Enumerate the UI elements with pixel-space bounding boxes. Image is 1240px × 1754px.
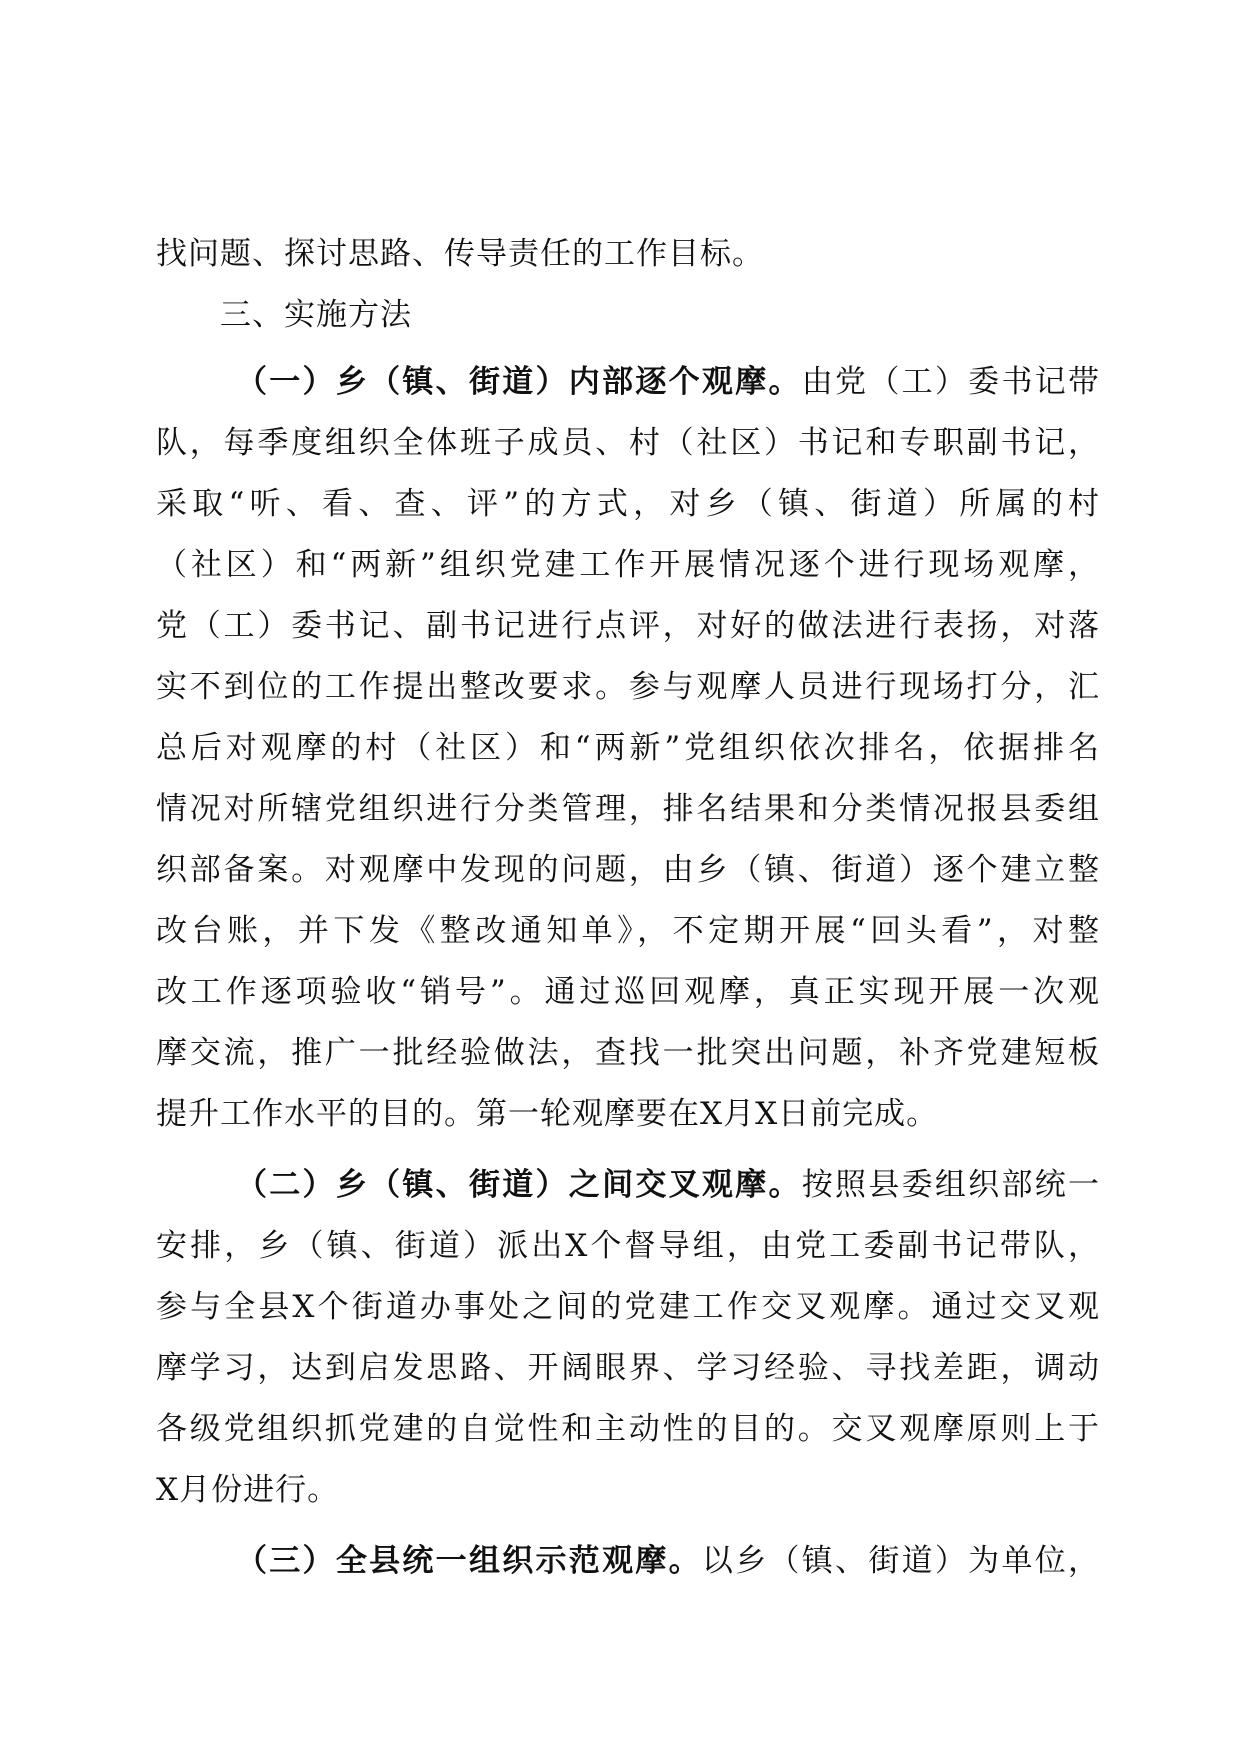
line-text: 找问题、探讨思路、传导责任的工作目标。 xyxy=(156,236,764,272)
text-line xyxy=(156,224,1100,285)
text-line xyxy=(156,901,1100,962)
text-line xyxy=(156,962,1100,1023)
line-text: 按照县委组织部统一 xyxy=(801,1167,1101,1203)
line-text: 以乡（镇、街道）为单位， xyxy=(701,1543,1101,1579)
text-line xyxy=(156,285,1100,346)
line-text: 情况对所辖党组织进行分类管理，排名结果和分类情况报县委组 xyxy=(156,791,1100,827)
text-line xyxy=(156,535,1100,596)
text-line xyxy=(156,1460,1100,1521)
text-line xyxy=(156,1084,1100,1145)
section-heading: （一）乡（镇、街道）内部逐个观摩。 xyxy=(236,364,802,400)
text-line xyxy=(156,779,1100,840)
text-line xyxy=(156,1277,1100,1338)
line-text: 安排，乡（镇、街道）派出X个督导组，由党工委副书记带队， xyxy=(156,1228,1100,1264)
text-line xyxy=(156,596,1100,657)
text-line xyxy=(156,840,1100,901)
text-line xyxy=(156,1155,1100,1216)
line-text: 各级党组织抓党建的自觉性和主动性的目的。交叉观摩原则上于 xyxy=(156,1411,1100,1447)
line-text: X月份进行。 xyxy=(156,1472,340,1508)
line-text: 采取“听、看、查、评”的方式，对乡（镇、街道）所属的村 xyxy=(156,486,1100,522)
line-text: 总后对观摩的村（社区）和“两新”党组织依次排名，依据排名 xyxy=(156,730,1100,766)
text-line xyxy=(156,1338,1100,1399)
line-text: 参与全县X个街道办事处之间的党建工作交叉观摩。通过交叉观 xyxy=(156,1289,1100,1325)
text-line xyxy=(156,352,1100,413)
line-text: 改台账，并下发《整改通知单》，不定期开展“回头看”，对整 xyxy=(156,913,1100,949)
line-text: 实不到位的工作提出整改要求。参与观摩人员进行现场打分，汇 xyxy=(156,669,1100,705)
line-text: （社区）和“两新”组织党建工作开展情况逐个进行现场观摩， xyxy=(156,547,1100,583)
line-text: 改工作逐项验收“销号”。通过巡回观摩，真正实现开展一次观 xyxy=(156,974,1100,1010)
text-line xyxy=(156,474,1100,535)
line-text: 党（工）委书记、副书记进行点评，对好的做法进行表扬，对落 xyxy=(156,608,1100,644)
text-line xyxy=(156,1531,1100,1592)
line-text: 提升工作水平的目的。第一轮观摩要在X月X日前完成。 xyxy=(156,1096,939,1132)
section-heading: （二）乡（镇、街道）之间交叉观摩。 xyxy=(236,1167,802,1203)
section-heading: （三）全县统一组织示范观摩。 xyxy=(236,1543,702,1579)
line-text: 由党（工）委书记带 xyxy=(801,364,1101,400)
text-line xyxy=(156,1216,1100,1277)
line-text: 摩交流，推广一批经验做法，查找一批突出问题，补齐党建短板 xyxy=(156,1035,1100,1071)
document-page xyxy=(156,224,1100,1592)
text-line xyxy=(156,657,1100,718)
line-text: 队，每季度组织全体班子成员、村（社区）书记和专职副书记， xyxy=(156,425,1100,461)
line-text: 摩学习，达到启发思路、开阔眼界、学习经验、寻找差距，调动 xyxy=(156,1350,1100,1386)
text-line xyxy=(156,1399,1100,1460)
text-line xyxy=(156,1023,1100,1084)
text-line xyxy=(156,413,1100,474)
text-line xyxy=(156,718,1100,779)
line-text: 三、实施方法 xyxy=(220,297,412,333)
line-text: 织部备案。对观摩中发现的问题，由乡（镇、街道）逐个建立整 xyxy=(156,852,1100,888)
